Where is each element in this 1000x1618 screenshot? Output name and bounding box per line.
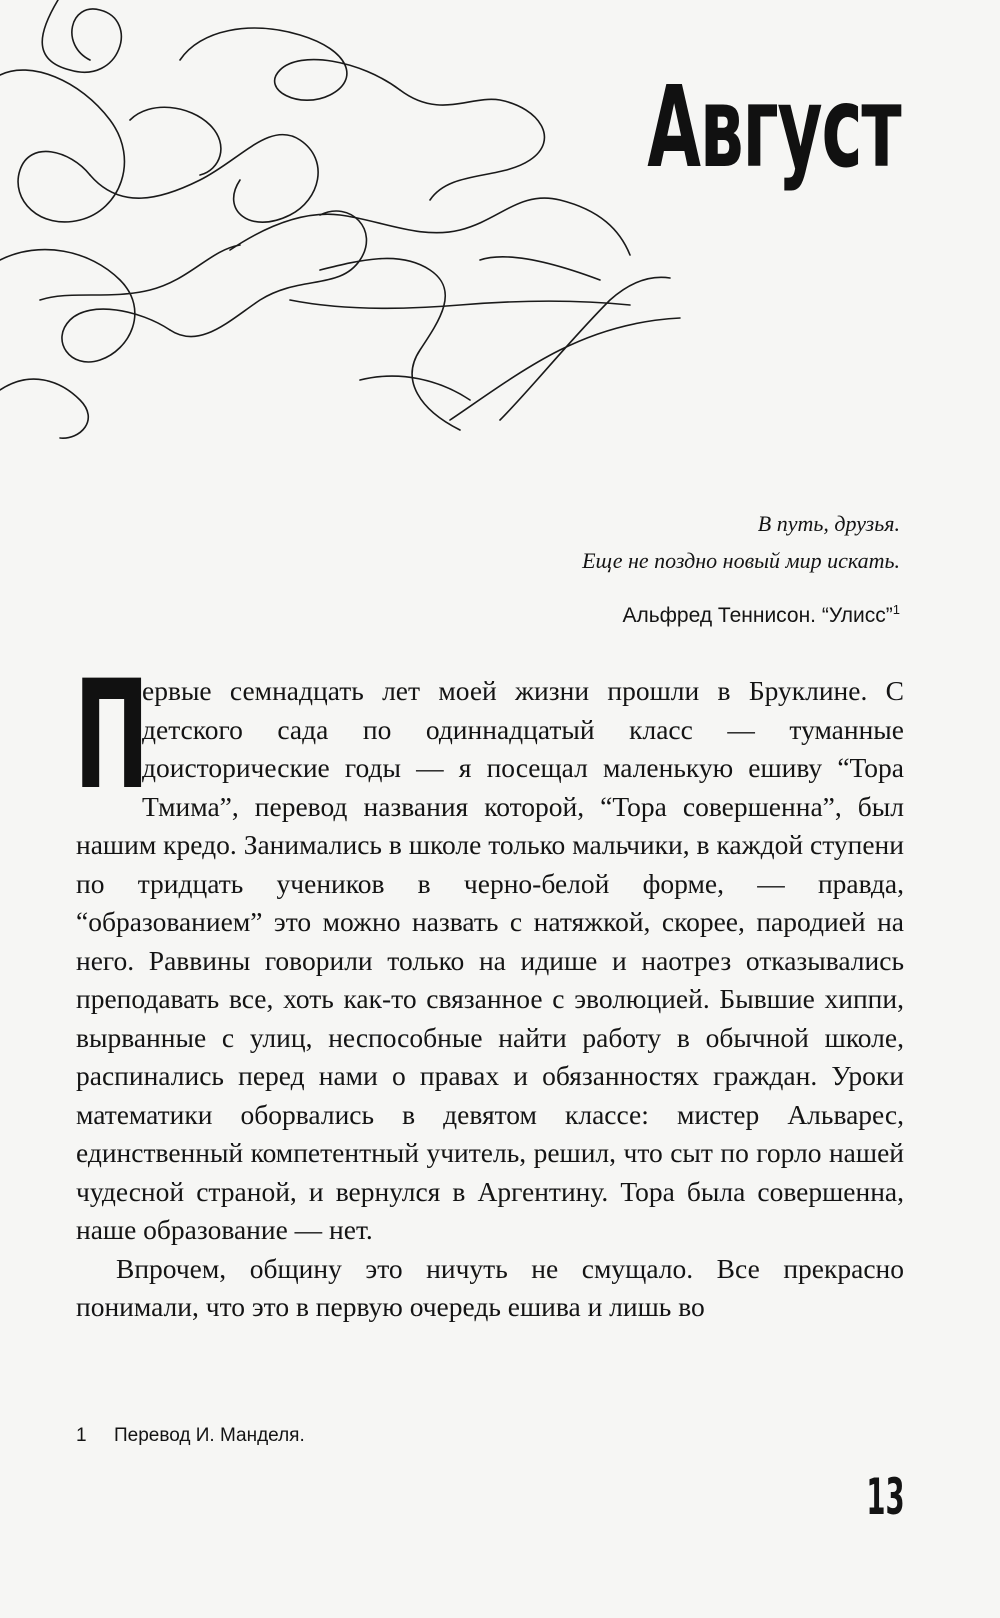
footnote-text: Перевод И. Манделя.	[114, 1425, 305, 1446]
paragraph-1	[74, 649, 904, 1250]
drop-cap: П	[74, 649, 150, 823]
chapter-title: Август	[646, 63, 900, 193]
paragraph-1-text: ервые семнадцать лет моей жизни прошли в Бруклине. С детского сада по одиннадцатый класс — туманные доисторические годы — я посещал маленькую ешиву “Тора Тмима”, перевод названия которой, “Тора совершенна”, был нашим кредо. Занимались в школе только мальчики, в каждой ступени по тридцать учеников в черно-белой форме, — правда, “образованием” это можно назвать с натяжкой, скорее, пародией на него. Раввины говорили только на идише и наотрез отказывались преподавать все, хоть как-то связанное с эволюцией. Бывшие хиппи, вырванные с улиц, неспособные найти работу в обычной школе, распинались перед нами о правах и обязанностях граждан. Уроки математики оборвались в девятом классе: мистер Альварес, единственный компетентный учитель, решил, что сыт по горло нашей чудесной страной, и вернулся в Аргентину. Тора была совершенна, наше образование — нет.	[76, 675, 904, 1245]
footnote-ref: 1	[892, 602, 900, 617]
epigraph-line-1: В путь, друзья.	[757, 511, 900, 536]
epigraph	[380, 505, 900, 634]
page-number: 13	[866, 1468, 905, 1526]
attribution-text: Альфред Теннисон. “Улисс”	[622, 604, 893, 627]
scribble-illustration	[0, 0, 700, 440]
body-text	[74, 649, 904, 1327]
epigraph-attribution	[380, 591, 900, 634]
epigraph-line-2: Еще не поздно новый мир искать.	[582, 548, 900, 573]
footnote-number: 1	[76, 1425, 87, 1446]
footnote	[76, 1425, 305, 1447]
paragraph-2: Впрочем, общину это ничуть не смущало. Все прекрасно понимали, что это в первую очередь ешива и лишь во	[76, 1252, 904, 1322]
